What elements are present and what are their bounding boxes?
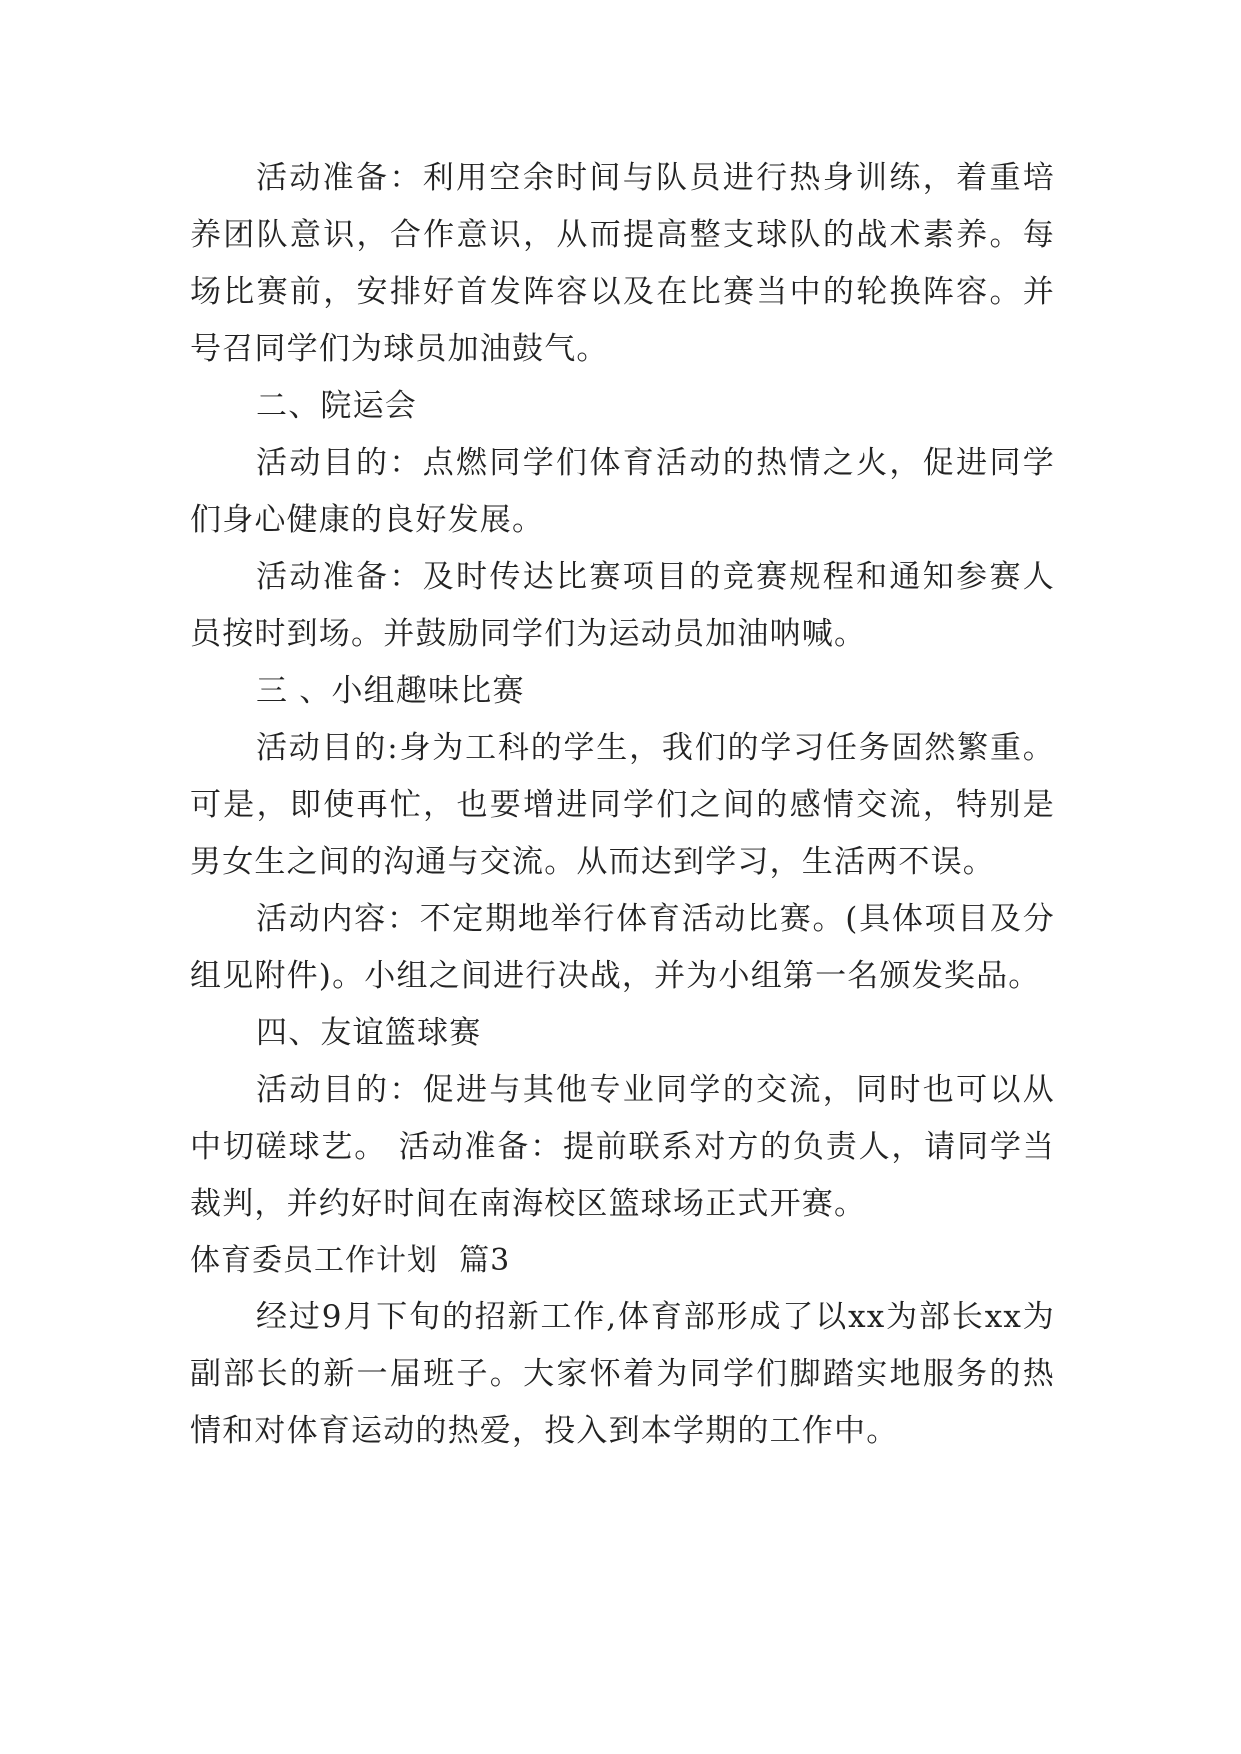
paragraph-group-contest-content: 活动内容：不定期地举行体育活动比赛。(具体项目及分组见附件)。小组之间进行决战，并为小组第一名颁发奖品。 (190, 901, 1055, 994)
document-page (190, 150, 1055, 1460)
heading-sports-meet: 二、院运会 (256, 388, 417, 424)
paragraph-sports-meet-prep: 活动准备：及时传达比赛项目的竞赛规程和通知参赛人员按时到场。并鼓励同学们为运动员加油呐喊。 (190, 559, 1055, 652)
paragraph-group-contest-purpose: 活动目的:身为工科的学生，我们的学习任务固然繁重。可是，即使再忙，也要增进同学们之间的感情交流，特别是男女生之间的沟通与交流。从而达到学习，生活两不误。 (190, 730, 1055, 880)
paragraph-activity-prep-basketball: 活动准备：利用空余时间与队员进行热身训练，着重培养团队意识，合作意识，从而提高整支球队的战术素养。每场比赛前，安排好首发阵容以及在比赛当中的轮换阵容。并号召同学们为球员加油鼓气。 (190, 160, 1055, 367)
heading-friendly-basketball: 四、友谊篮球赛 (256, 1015, 482, 1051)
paragraph-sports-meet-purpose: 活动目的：点燃同学们体育活动的热情之火，促进同学们身心健康的良好发展。 (190, 445, 1055, 538)
heading-group-fun-contest: 三 、小组趣味比赛 (256, 673, 525, 709)
paragraph-friendly-basketball: 活动目的：促进与其他专业同学的交流，同时也可以从中切磋球艺。 活动准备：提前联系对方的负责人，请同学当裁判，并约好时间在南海校区篮球场正式开赛。 (190, 1072, 1055, 1222)
section-title-plan-3: 体育委员工作计划 篇3 (190, 1243, 511, 1278)
paragraph-recruitment: 经过9月下旬的招新工作,体育部形成了以xx为部长xx为副部长的新一届班子。大家怀着为同学们脚踏实地服务的热情和对体育运动的热爱，投入到本学期的工作中。 (190, 1299, 1055, 1449)
